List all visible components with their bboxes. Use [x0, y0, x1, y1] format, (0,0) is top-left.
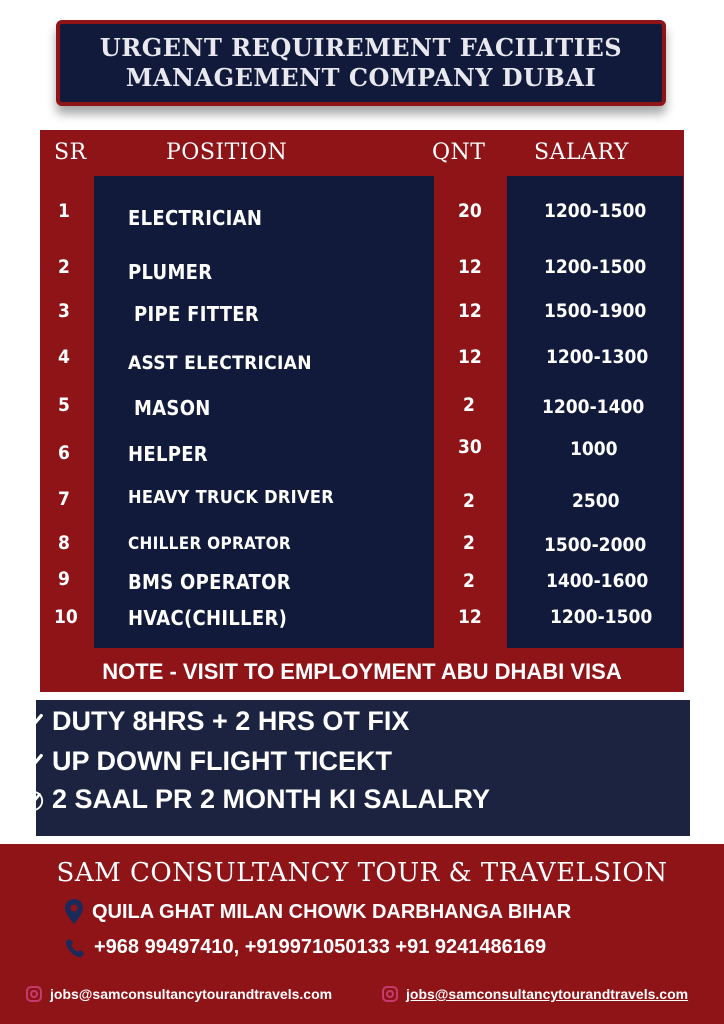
benefit-item-2 [22, 746, 392, 777]
title-line-1: URGENT REQUIREMENT FACILITIES [99, 33, 623, 62]
company-name: SAM CONSULTANCY TOUR & TRAVELSION [56, 858, 668, 888]
row-3-qnt: 12 [458, 300, 482, 322]
row-6-salary: 1000 [570, 438, 618, 460]
row-10-qnt: 12 [458, 606, 482, 628]
row-2-sr: 2 [58, 256, 70, 278]
header-salary: SALARY [534, 140, 629, 165]
row-10-position: HVAC(CHILLER) [128, 606, 288, 630]
row-2-salary: 1200-1500 [544, 256, 647, 278]
row-5-qnt: 2 [463, 394, 475, 416]
row-1-sr: 1 [58, 200, 70, 222]
row-7-qnt: 2 [463, 490, 475, 512]
row-9-sr: 9 [58, 568, 70, 590]
header-sr: SR [54, 140, 87, 165]
row-2-position: PLUMER [128, 260, 213, 284]
row-9-salary: 1400-1600 [546, 570, 649, 592]
row-9-position: BMS OPERATOR [128, 570, 291, 594]
email-left-text[interactable]: jobs@samconsultancytourandtravels.com [50, 986, 333, 1002]
row-4-qnt: 12 [458, 346, 482, 368]
row-2-qnt: 12 [458, 256, 482, 278]
email-left [26, 986, 332, 1002]
row-9-qnt: 2 [463, 570, 475, 592]
instagram-icon [26, 986, 42, 1002]
visa-note: NOTE - VISIT TO EMPLOYMENT ABU DHABI VISA [102, 659, 622, 684]
row-5-salary: 1200-1400 [542, 396, 645, 418]
row-10-salary: 1200-1500 [550, 606, 653, 628]
row-3-sr: 3 [58, 300, 70, 322]
row-5-position: MASON [134, 396, 211, 420]
row-6-position: HELPER [128, 442, 208, 466]
row-7-salary: 2500 [572, 490, 620, 512]
row-10-sr: 10 [54, 606, 78, 628]
phone-line [64, 936, 546, 959]
row-6-qnt: 30 [458, 436, 482, 458]
title-line-2: MANAGEMENT COMPANY DUBAI [125, 63, 597, 92]
row-8-salary: 1500-2000 [544, 534, 647, 556]
row-8-sr: 8 [58, 532, 70, 554]
email-right-text[interactable]: jobs@samconsultancytourandtravels.com [406, 986, 689, 1002]
check-icon [22, 751, 44, 773]
benefit-text-1: DUTY 8HRS + 2 HRS OT FIX [52, 706, 410, 736]
row-3-salary: 1500-1900 [544, 300, 647, 322]
benefit-item-3 [22, 784, 490, 815]
row-7-sr: 7 [58, 488, 70, 510]
instagram-icon [382, 986, 398, 1002]
row-3-position: PIPE FITTER [134, 302, 260, 326]
check-icon [22, 711, 44, 733]
address-line [64, 898, 571, 926]
phone-icon [64, 937, 86, 959]
row-4-salary: 1200-1300 [546, 346, 649, 368]
phone-numbers: +968 99497410, +919971050133 +91 9241486169 [94, 936, 547, 958]
benefit-item-1 [22, 706, 409, 737]
row-4-position: ASST ELECTRICIAN [128, 352, 312, 374]
row-4-sr: 4 [58, 346, 70, 368]
row-5-sr: 5 [58, 394, 70, 416]
row-8-position: CHILLER OPRATOR [128, 534, 291, 554]
header-qnt: QNT [432, 140, 486, 165]
title-banner [56, 20, 666, 106]
email-right [382, 986, 688, 1002]
location-pin-icon [64, 898, 84, 926]
row-1-qnt: 20 [458, 200, 482, 222]
benefit-text-3: 2 SAAL PR 2 MONTH KI SALALRY [52, 784, 491, 814]
row-1-position: ELECTRICIAN [128, 206, 263, 230]
row-1-salary: 1200-1500 [544, 200, 647, 222]
header-position: POSITION [166, 140, 288, 165]
row-6-sr: 6 [58, 442, 70, 464]
row-8-qnt: 2 [463, 532, 475, 554]
address-text: QUILA GHAT MILAN CHOWK DARBHANGA BIHAR [92, 900, 572, 923]
benefit-text-2: UP DOWN FLIGHT TICEKT [52, 746, 392, 776]
row-7-position: HEAVY TRUCK DRIVER [128, 487, 334, 508]
check-icon [22, 789, 44, 811]
